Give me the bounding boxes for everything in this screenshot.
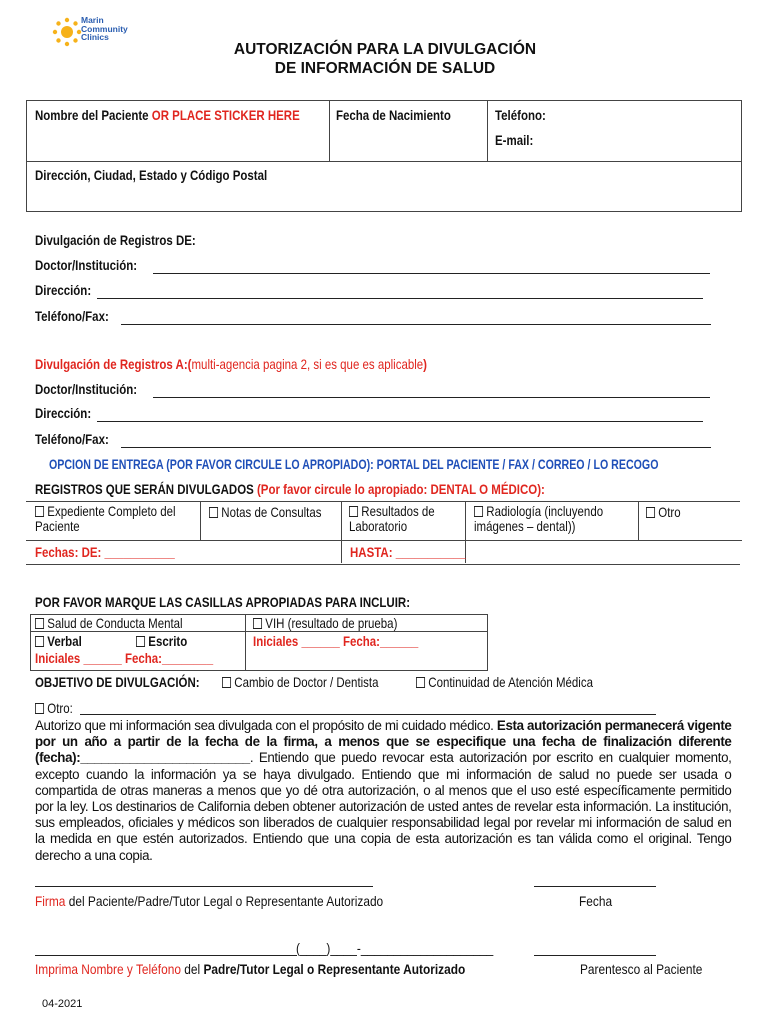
include-mental-label: Salud de Conducta Mental: [47, 615, 183, 631]
to-heading: [35, 356, 427, 372]
record-option-notes-label: Notas de Consultas: [221, 504, 322, 520]
print-phone-field[interactable]: (____)____-____________________: [296, 940, 494, 956]
checkbox-icon[interactable]: [646, 507, 655, 518]
purpose-option-other-label: Otro:: [47, 700, 73, 716]
from-address-label: Dirección:: [35, 282, 92, 298]
auth-text-1: Autorizo que mi información sea divulgada con el propósito de mi cuidado médico.: [35, 718, 497, 733]
include-hiv[interactable]: [253, 615, 397, 631]
records-heading-note: (Por favor circule lo apropiado: DENTAL O MÉDICO):: [256, 481, 545, 497]
sticker-note: OR PLACE STICKER HERE: [151, 107, 300, 123]
include-hiv-label: VIH (resultado de prueba): [265, 615, 398, 631]
checkbox-icon[interactable]: [35, 618, 44, 629]
checkbox-icon[interactable]: [35, 703, 44, 714]
form-version: 04-2021: [42, 998, 83, 1010]
patient-name-field[interactable]: [35, 107, 300, 123]
include-initials-left[interactable]: Iniciales ______ Fecha:________: [35, 650, 214, 666]
dates-from[interactable]: Fechas: DE: ___________: [35, 544, 175, 560]
include-written[interactable]: [136, 633, 187, 649]
from-doctor-line[interactable]: [153, 273, 710, 274]
signature-caption: [35, 893, 383, 909]
print-caption: [35, 961, 465, 977]
print-name-line[interactable]: [35, 955, 297, 956]
page-title: [0, 40, 770, 78]
record-option-complete-2: Paciente: [35, 518, 80, 534]
to-doctor-line[interactable]: [153, 397, 710, 398]
purpose-label: OBJETIVO DE DIVULGACIÓN:: [35, 674, 200, 690]
signature-date-line[interactable]: [534, 886, 656, 887]
to-heading-close: ): [423, 356, 427, 372]
record-option-other[interactable]: [646, 504, 681, 520]
title-line-2: DE INFORMACIÓN DE SALUD: [274, 60, 496, 77]
record-option-notes[interactable]: [209, 504, 321, 520]
purpose-option-continuity-label: Continuidad de Atención Médica: [428, 674, 593, 690]
records-heading: [35, 481, 545, 497]
include-written-label: Escrito: [148, 633, 188, 649]
purpose-other-line[interactable]: [80, 714, 656, 715]
include-verbal-label: Verbal: [47, 633, 82, 649]
checkbox-icon[interactable]: [416, 677, 425, 688]
record-option-radiology-2: imágenes – dental)): [474, 518, 576, 534]
purpose-option-change[interactable]: [222, 674, 379, 690]
record-option-lab[interactable]: [349, 504, 435, 534]
print-del: del: [180, 961, 204, 977]
from-phone-line[interactable]: [121, 324, 711, 325]
signature-rest: del Paciente/Padre/Tutor Legal o Representante Autorizado: [65, 893, 384, 909]
include-heading: POR FAVOR MARQUE LAS CASILLAS APROPIADAS PARA INCLUIR:: [35, 594, 411, 610]
purpose-option-other[interactable]: [35, 700, 73, 716]
purpose-option-continuity[interactable]: [416, 674, 593, 690]
address-label: Dirección, Ciudad, Estado y Código Postal: [35, 167, 268, 183]
delivery-options[interactable]: OPCION DE ENTREGA (POR FAVOR CIRCULE LO APROPIADO): PORTAL DEL PACIENTE / FAX / CORREO / LO RECOGO: [49, 456, 659, 472]
logo-text-1: Marin: [81, 15, 104, 25]
relation-caption: Parentesco al Paciente: [580, 961, 703, 977]
to-address-label: Dirección:: [35, 405, 92, 421]
record-option-lab-2: Laboratorio: [349, 518, 408, 534]
signature-line[interactable]: [35, 886, 373, 887]
to-phone-line[interactable]: [121, 447, 711, 448]
logo-text-2: Community: [81, 23, 128, 34]
include-initials-right[interactable]: Iniciales ______ Fecha:______: [253, 633, 419, 649]
phone-label: Teléfono:: [495, 107, 546, 123]
to-phone-label: Teléfono/Fax:: [35, 431, 109, 447]
include-mental[interactable]: [35, 615, 183, 631]
logo-text-3: Clinics: [81, 32, 109, 42]
auth-end-date-field[interactable]: ________________________: [80, 750, 250, 766]
record-option-complete-1: Expediente Completo del: [47, 503, 176, 519]
from-heading: Divulgación de Registros DE:: [35, 232, 196, 248]
purpose-option-change-label: Cambio de Doctor / Dentista: [234, 674, 379, 690]
print-red: Imprima Nombre y Teléfono: [35, 961, 181, 977]
checkbox-icon[interactable]: [222, 677, 231, 688]
checkbox-icon[interactable]: [35, 506, 44, 517]
checkbox-icon[interactable]: [253, 618, 262, 629]
record-option-lab-1: Resultados de: [361, 503, 435, 519]
title-line-1: AUTORIZACIÓN PARA LA DIVULGACIÓN: [233, 41, 537, 58]
record-option-other-label: Otro: [658, 504, 681, 520]
auth-text-2: . Entiendo que puedo revocar esta autorización por escrito en cualquier momento, excepto cuando la información ya se haya divulgado. Entiendo que mi información de salud no puede ser usada o compartida de otras maneras a menos que yo dé otra autorización, o al menos que el uso esté específicamente permitido por la ley. Los destinarios de California deben obtener autorización de usted antes de revelar esta información. La institución, sus empleados, oficiales y médicos son liberados de cualquier responsabilidad legal por revelar mi información de salud en la medida en que estén autorizados. Entiendo que una copia de esta autorización es tan válida como el original. Tengo derecho a una copia.: [35, 750, 732, 863]
signature-date-caption: Fecha: [579, 893, 613, 909]
relation-line[interactable]: [534, 955, 656, 956]
checkbox-icon[interactable]: [209, 507, 218, 518]
to-heading-label: Divulgación de Registros A:(: [35, 356, 192, 372]
to-doctor-label: Doctor/Institución:: [35, 381, 138, 397]
authorization-text: [35, 718, 732, 864]
include-verbal[interactable]: [35, 633, 82, 649]
checkbox-icon[interactable]: [474, 506, 483, 517]
patient-name-label: Nombre del Paciente: [35, 107, 149, 123]
auth-text-validity: Esta autorización permanecerá vigente por un año a partir de la fecha de la firma, a menos que se especifique una fecha de finalización diferente (fecha):: [35, 718, 732, 766]
dob-label: Fecha de Nacimiento: [336, 107, 451, 123]
signature-word: Firma: [35, 893, 66, 909]
dates-to[interactable]: HASTA: ___________: [350, 544, 466, 560]
from-doctor-label: Doctor/Institución:: [35, 257, 138, 273]
checkbox-icon[interactable]: [349, 506, 358, 517]
record-option-complete[interactable]: [35, 504, 176, 534]
checkbox-icon[interactable]: [35, 636, 44, 647]
from-phone-label: Teléfono/Fax:: [35, 308, 109, 324]
to-address-line[interactable]: [97, 421, 703, 422]
print-bold: Padre/Tutor Legal o Representante Autorizado: [203, 961, 466, 977]
email-label: E-mail:: [495, 132, 534, 148]
to-heading-note: multi-agencia pagina 2, si es que es aplicable: [191, 356, 424, 372]
checkbox-icon[interactable]: [136, 636, 145, 647]
record-option-radiology-1: Radiología (incluyendo: [486, 503, 604, 519]
records-heading-label: REGISTROS QUE SERÁN DIVULGADOS: [35, 481, 257, 497]
record-option-radiology[interactable]: [474, 504, 603, 534]
from-address-line[interactable]: [97, 298, 703, 299]
